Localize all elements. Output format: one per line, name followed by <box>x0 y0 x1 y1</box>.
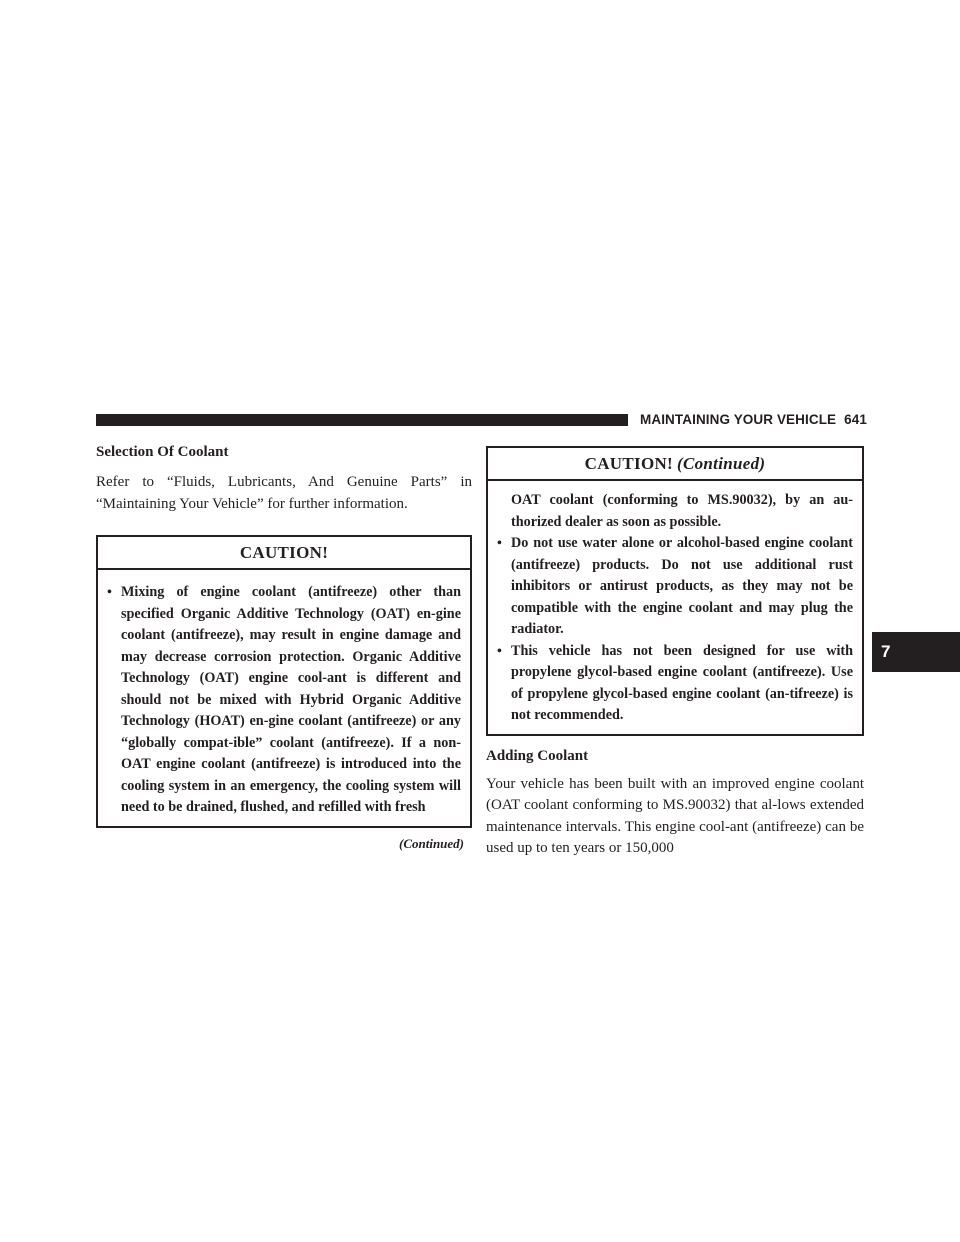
caution-body <box>98 570 470 826</box>
caution-continuation-text: OAT coolant (conforming to MS.90032), by an au-thorized dealer as soon as possible. <box>511 492 853 530</box>
bullet-icon: • <box>497 643 502 659</box>
caution-title-suffix: (Continued) <box>677 454 766 473</box>
intro-paragraph: Refer to “Fluids, Lubricants, And Genuine Parts” in “Maintaining Your Vehicle” for further information. <box>96 474 472 512</box>
section-title: MAINTAINING YOUR VEHICLE <box>640 412 837 427</box>
left-column <box>96 438 472 852</box>
caution-box <box>96 535 472 828</box>
section-heading-selection: Selection Of Coolant <box>96 444 229 460</box>
caution-bullet-text: Do not use water alone or alcohol-based engine coolant (antifreeze) products. Do not use additional rust inhibitors or antirust products, as they may not be compatible with the engine coolant and may plug the radiator. <box>511 535 853 637</box>
bullet-icon: • <box>107 585 112 600</box>
chapter-tab: 7 <box>872 632 960 672</box>
header-rule <box>96 414 628 426</box>
caution-bullet <box>497 533 853 641</box>
caution-bullet-text: Mixing of engine coolant (antifreeze) other than specified Organic Additive Technology (OAT) en-gine coolant (antifreeze), may result in engine damage and may decrease corrosion protection. Organic Additive Technology (OAT) engine cool-ant is different and should not be mixed with Hybrid Organic Additive Technology (HOAT) en-gine coolant (antifreeze) or any “globally compat-ible” coolant (antifreeze). If a non-OAT engine coolant (antifreeze) is introduced into the cooling system in an emergency, the cooling system will need to be drained, flushed, and refilled with fresh <box>121 584 461 815</box>
caution-title: CAUTION! <box>98 537 470 570</box>
right-column <box>486 438 864 860</box>
caution-bullet-text: This vehicle has not been designed for use with propylene glycol-based engine coolant (antifreeze). Use of propylene glycol-based engine coolant (an-tifreeze) is not recommended. <box>511 642 853 723</box>
caution-title-label: CAUTION! <box>584 454 674 473</box>
running-header <box>640 412 867 427</box>
adding-coolant-paragraph: Your vehicle has been built with an improved engine coolant (OAT coolant conforming to MS.90032) that al-lows extended maintenance intervals. This engine cool-ant (antifreeze) can be used up to ten years or 150,000 <box>486 775 864 856</box>
page-number: 641 <box>844 412 867 427</box>
bullet-icon: • <box>497 536 502 551</box>
continued-note: (Continued) <box>398 835 464 851</box>
caution-bullet <box>107 582 461 819</box>
caution-bullet <box>497 641 853 727</box>
caution-title-continued <box>488 448 862 481</box>
section-heading-adding: Adding Coolant <box>486 747 589 764</box>
caution-body-continued <box>488 481 862 734</box>
caution-box-continued <box>486 446 864 736</box>
